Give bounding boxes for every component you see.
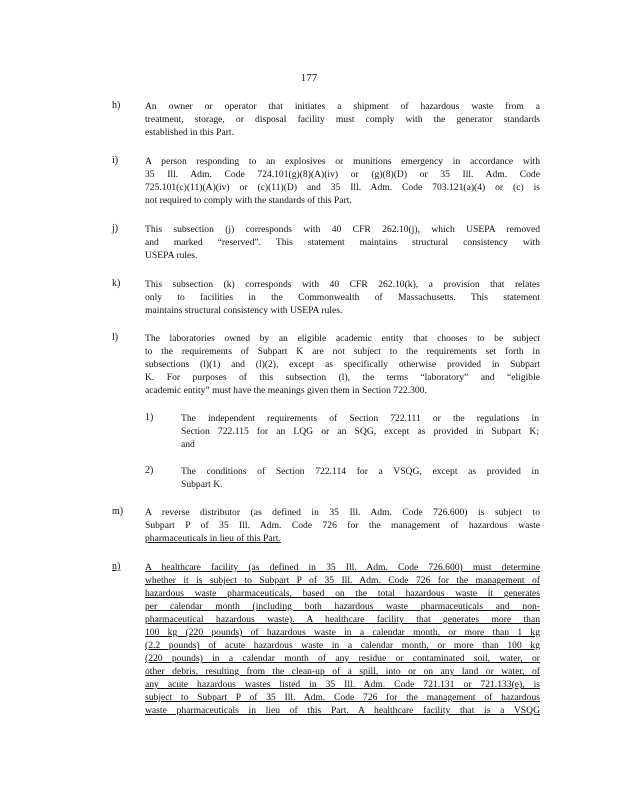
text-line: 725.101(c)(11)(A)(iv) or (c)(11)(D) and 35 Ill. Adm. Code 703.121(a)(4) or (c) is	[145, 182, 540, 193]
text-line: to the requirements of Subpart K are not subject to the requirements set forth in	[145, 346, 540, 357]
text-line: This subsection (j) corresponds with 40 CFR 262.10(j), which USEPA removed	[145, 224, 540, 235]
text-line: waste pharmaceuticals in lieu of this Part. A healthcare facility that is a VSQG	[145, 705, 540, 716]
item-label: l)	[112, 332, 119, 343]
item-text	[145, 332, 540, 397]
text-line: (220 pounds) in a calendar month of any residue or contaminated soil, water, or	[145, 653, 540, 664]
subitem-label: 1)	[145, 412, 154, 423]
page-number: 177	[300, 72, 318, 84]
text-line: Section 722.115 for an LQG or an SQG, except as provided in Subpart K;	[181, 426, 539, 437]
text-line: A healthcare facility (as defined in 35 Ill. Adm. Code 726.600) must determine	[145, 562, 540, 573]
text-line: Subpart K.	[181, 479, 223, 490]
text-line: subsections (l)(1) and (l)(2), except as specifically otherwise provided in Subpart	[145, 359, 540, 370]
item-text	[145, 223, 540, 262]
text-line: A person responding to an explosives or munitions emergency in accordance with	[145, 156, 540, 167]
item-label: j)	[112, 223, 119, 234]
item-label: k)	[112, 278, 121, 289]
text-line: whether it is subject to Subpart P of 35 Ill. Adm. Code 726 for the management of	[145, 575, 540, 586]
item-label: n)	[112, 561, 121, 572]
text-line: The laboratories owned by an eligible academic entity that chooses to be subject	[145, 333, 540, 344]
text-line: The conditions of Section 722.114 for a VSQG, except as provided in	[181, 466, 539, 477]
item-text	[145, 100, 540, 139]
text-line: other debris, resulting from the clean-up of a spill, into or on any land or water, of	[145, 666, 540, 677]
text-line: USEPA rules.	[145, 250, 198, 261]
text-line: K. For purposes of this subsection (l), the terms “laboratory” and “eligible	[145, 372, 540, 383]
item-label: h)	[112, 100, 121, 111]
text-line: The independent requirements of Section 722.111 or the regulations in	[181, 413, 539, 424]
text-line: 35 Ill. Adm. Code 724.101(g)(8)(A)(iv) or (g)(8)(D) or 35 Ill. Adm. Code	[145, 169, 540, 180]
text-line: (2.2 pounds) of acute hazardous waste in a calendar month, or more than 100 kg	[145, 640, 540, 651]
text-line: 100 kg (220 pounds) of hazardous waste in a calendar month, or more than 1 kg	[145, 627, 540, 638]
text-line: This subsection (k) corresponds with 40 CFR 262.10(k), a provision that relates	[145, 279, 540, 290]
text-line: and	[181, 439, 195, 450]
item-label: i)	[112, 155, 119, 166]
text-line: established in this Part.	[145, 127, 234, 138]
text-line: treatment, storage, or disposal facility must comply with the generator standards	[145, 114, 540, 125]
text-line: A reverse distributor (as defined in 35 Ill. Adm. Code 726.600) is subject to	[145, 507, 540, 518]
text-line: not required to comply with the standards of this Part.	[145, 195, 352, 206]
text-line: An owner or operator that initiates a shipment of hazardous waste from a	[145, 101, 540, 112]
subitem-text	[181, 465, 539, 491]
subitem-label: 2)	[145, 465, 154, 476]
text-line: only to facilities in the Commonwealth of Massachusetts. This statement	[145, 292, 540, 303]
item-text	[145, 155, 540, 207]
text-line: Subpart P of 35 Ill. Adm. Code 726 for the management of hazardous waste	[145, 520, 540, 531]
text-line: subject to Subpart P of 35 Ill. Adm. Code 726 for the management of hazardous	[145, 692, 540, 703]
item-label: m)	[112, 506, 124, 517]
text-line: maintains structural consistency with USEPA rules.	[145, 305, 343, 316]
text-line: any acute hazardous wastes listed in 35 Ill. Adm. Code 721.131 or 721.133(e), is	[145, 679, 540, 690]
item-text	[145, 561, 540, 717]
subitem-text	[181, 412, 539, 451]
text-line: pharmaceutical hazardous waste). A healthcare facility that generates more than	[145, 614, 540, 625]
text-line: pharmaceuticals in lieu of this Part.	[145, 533, 281, 544]
item-text	[145, 506, 540, 545]
text-line: hazardous waste pharmaceuticals, based on the total hazardous waste it generates	[145, 588, 540, 599]
text-line: academic entity” must have the meanings given them in Section 722.300.	[145, 385, 427, 396]
text-line: per calendar month (including both hazardous waste pharmaceuticals and non-	[145, 601, 540, 612]
item-text	[145, 278, 540, 317]
text-line: and marked “reserved”. This statement maintains structural consistency with	[145, 237, 540, 248]
